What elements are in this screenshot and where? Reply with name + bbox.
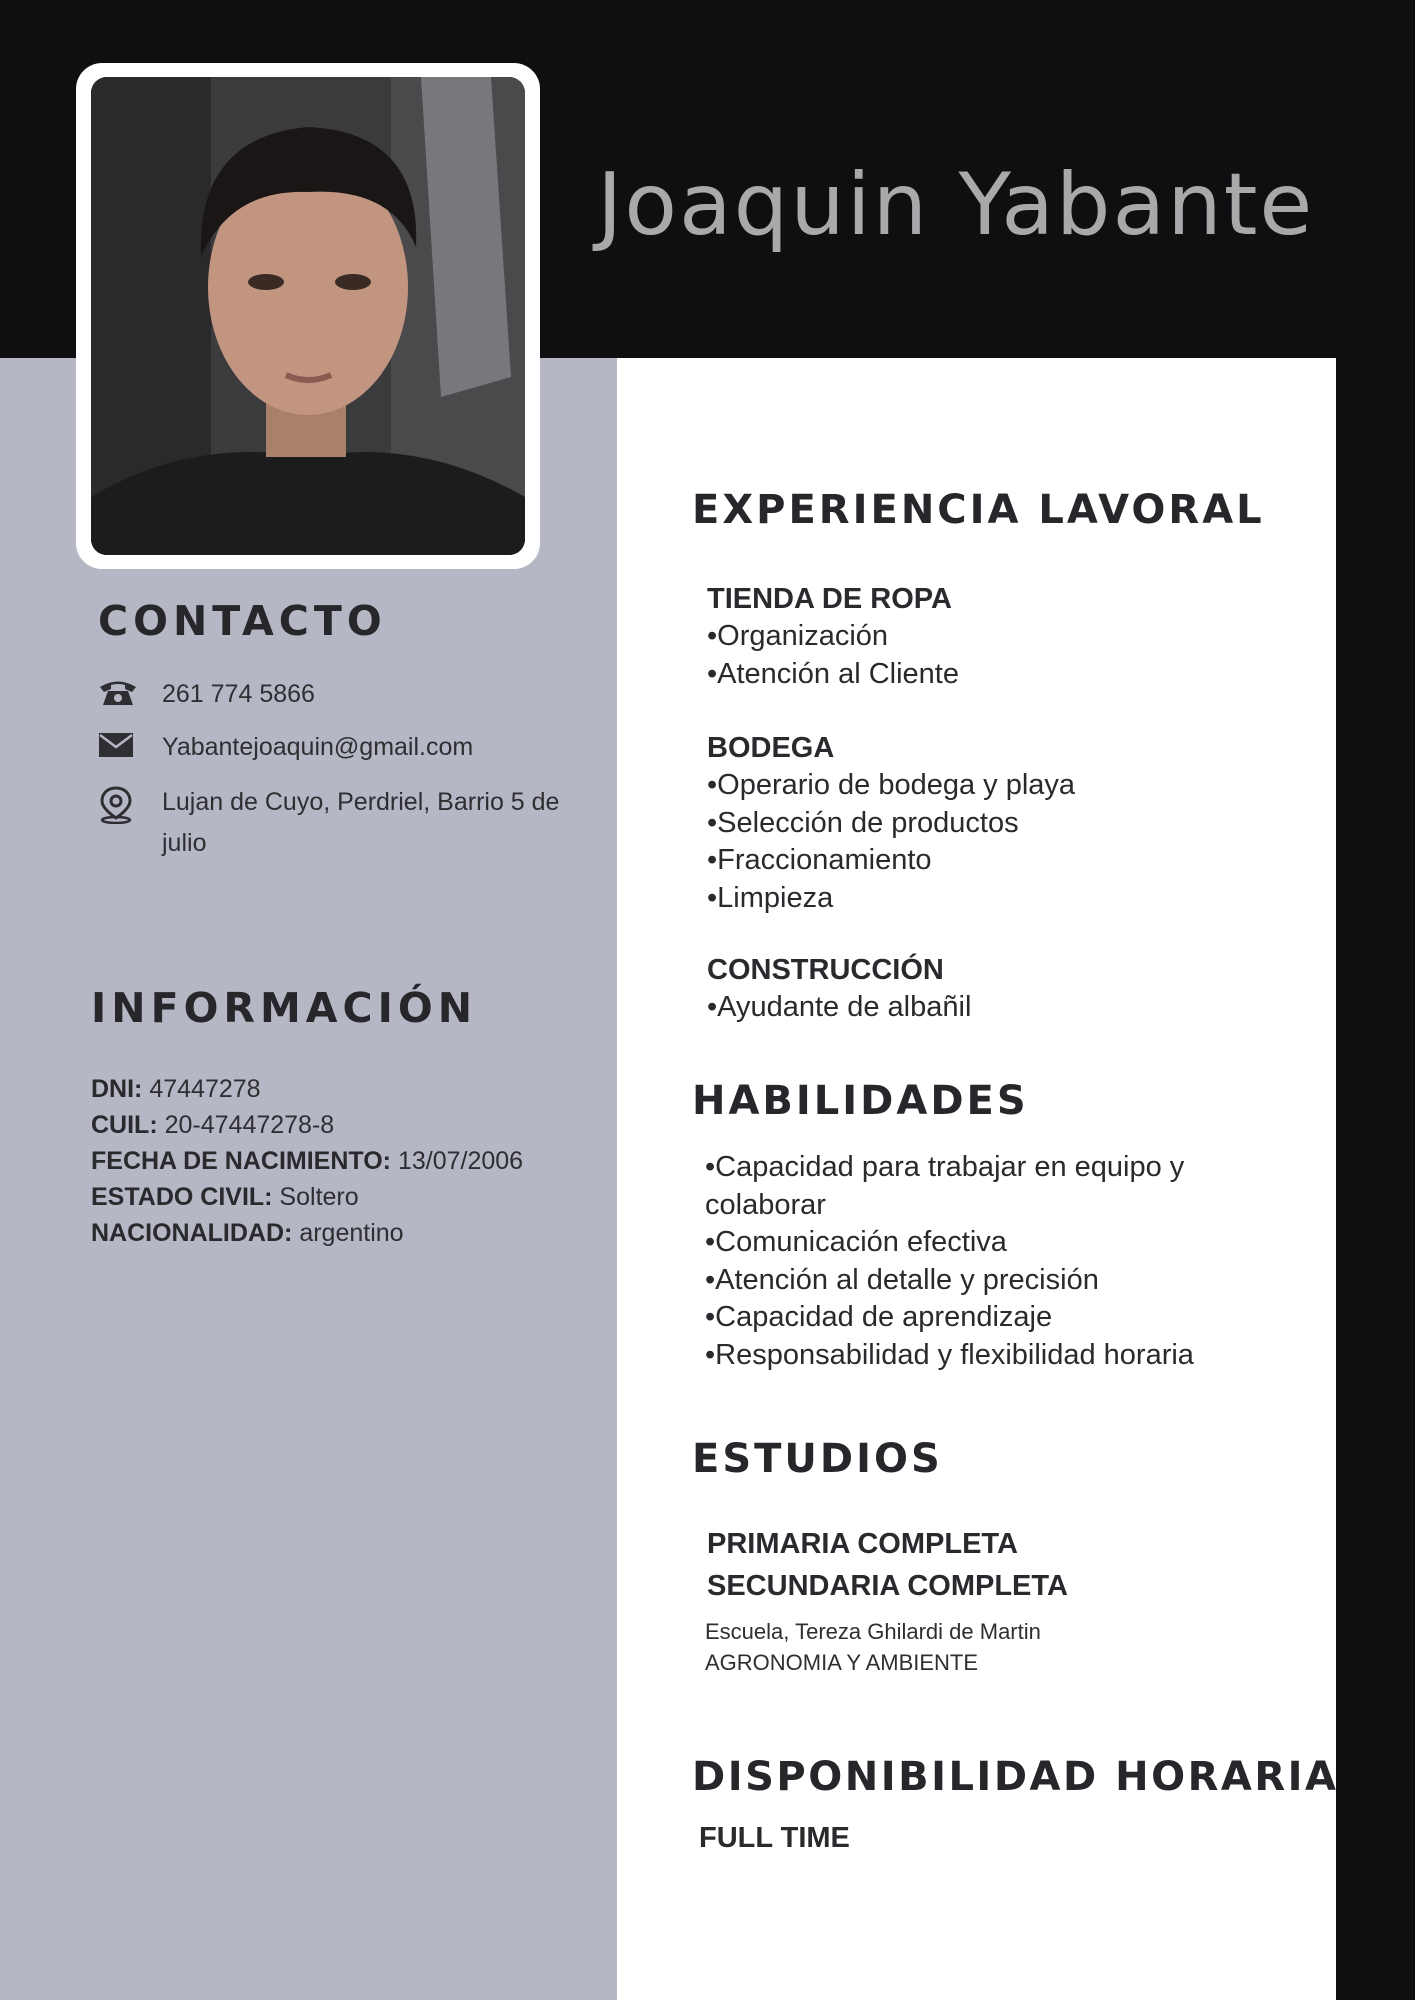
study-level: SECUNDARIA COMPLETA [707,1570,1068,1602]
contact-heading: CONTACTO [98,597,387,645]
info-row-dni: DNI: 47447278 [91,1075,261,1103]
availability-value: FULL TIME [699,1822,850,1854]
job-task: •Organización [707,620,889,652]
job-task: •Atención al Cliente [707,657,959,690]
job-construction [707,951,971,1027]
contact-email [98,731,598,768]
phone-icon [98,678,138,712]
skills-list [705,1149,1295,1374]
skill-item: colaborar [705,1188,826,1221]
job-title: CONSTRUCCIÓN [707,954,944,986]
profile-photo-frame [76,63,540,569]
candidate-name: Joaquin Yabante [597,155,1315,255]
email-address: Yabantejoaquin@gmail.com [162,733,474,761]
job-warehouse [707,729,1075,917]
location-pin-icon [98,786,138,820]
school-name: Escuela, Tereza Ghilardi de Martin [705,1619,1041,1644]
info-heading: INFORMACIÓN [91,984,478,1032]
address-line-1: Lujan de Cuyo, Perdriel, Barrio 5 de [162,788,560,816]
job-task: •Fraccionamiento [707,844,932,876]
job-task: •Ayudante de albañil [707,991,972,1023]
contact-phone [98,678,598,715]
experience-heading: EXPERIENCIA LAVORAL [692,487,1265,533]
skill-item: •Capacidad para trabajar en equipo y [705,1151,1185,1183]
studies-heading: ESTUDIOS [692,1436,943,1482]
info-row-civil-status: ESTADO CIVIL: Soltero [91,1183,359,1211]
person-photo-icon [91,77,525,555]
info-row-nationality: NACIONALIDAD: argentino [91,1219,404,1247]
skills-heading: HABILIDADES [692,1078,1029,1124]
phone-number: 261 774 5866 [162,680,315,708]
info-list [91,1071,523,1251]
availability-heading: DISPONIBILIDAD HORARIA [692,1754,1339,1800]
school-orientation: AGRONOMIA Y AMBIENTE [705,1650,979,1675]
address-line-2: julio [162,829,207,857]
profile-photo [91,77,525,555]
job-clothing-store [707,580,959,693]
skill-item: •Capacidad de aprendizaje [705,1301,1053,1333]
job-title: TIENDA DE ROPA [707,583,952,615]
skill-item: •Responsabilidad y flexibilidad horaria [705,1338,1194,1371]
study-level: PRIMARIA COMPLETA [707,1528,1018,1560]
mail-icon [98,731,138,765]
job-task: •Limpieza [707,881,834,914]
info-row-cuil: CUIL: 20-47447278-8 [91,1111,335,1139]
school-info [705,1616,1041,1678]
job-task: •Operario de bodega y playa [707,769,1076,801]
contact-address [98,786,598,864]
studies-levels [707,1523,1068,1607]
skill-item: •Atención al detalle y precisión [705,1263,1099,1296]
job-title: BODEGA [707,732,835,764]
address-text [162,782,559,864]
job-task: •Selección de productos [707,806,1019,839]
skill-item: •Comunicación efectiva [705,1226,1007,1258]
info-row-birthdate: FECHA DE NACIMIENTO: 13/07/2006 [91,1147,524,1175]
